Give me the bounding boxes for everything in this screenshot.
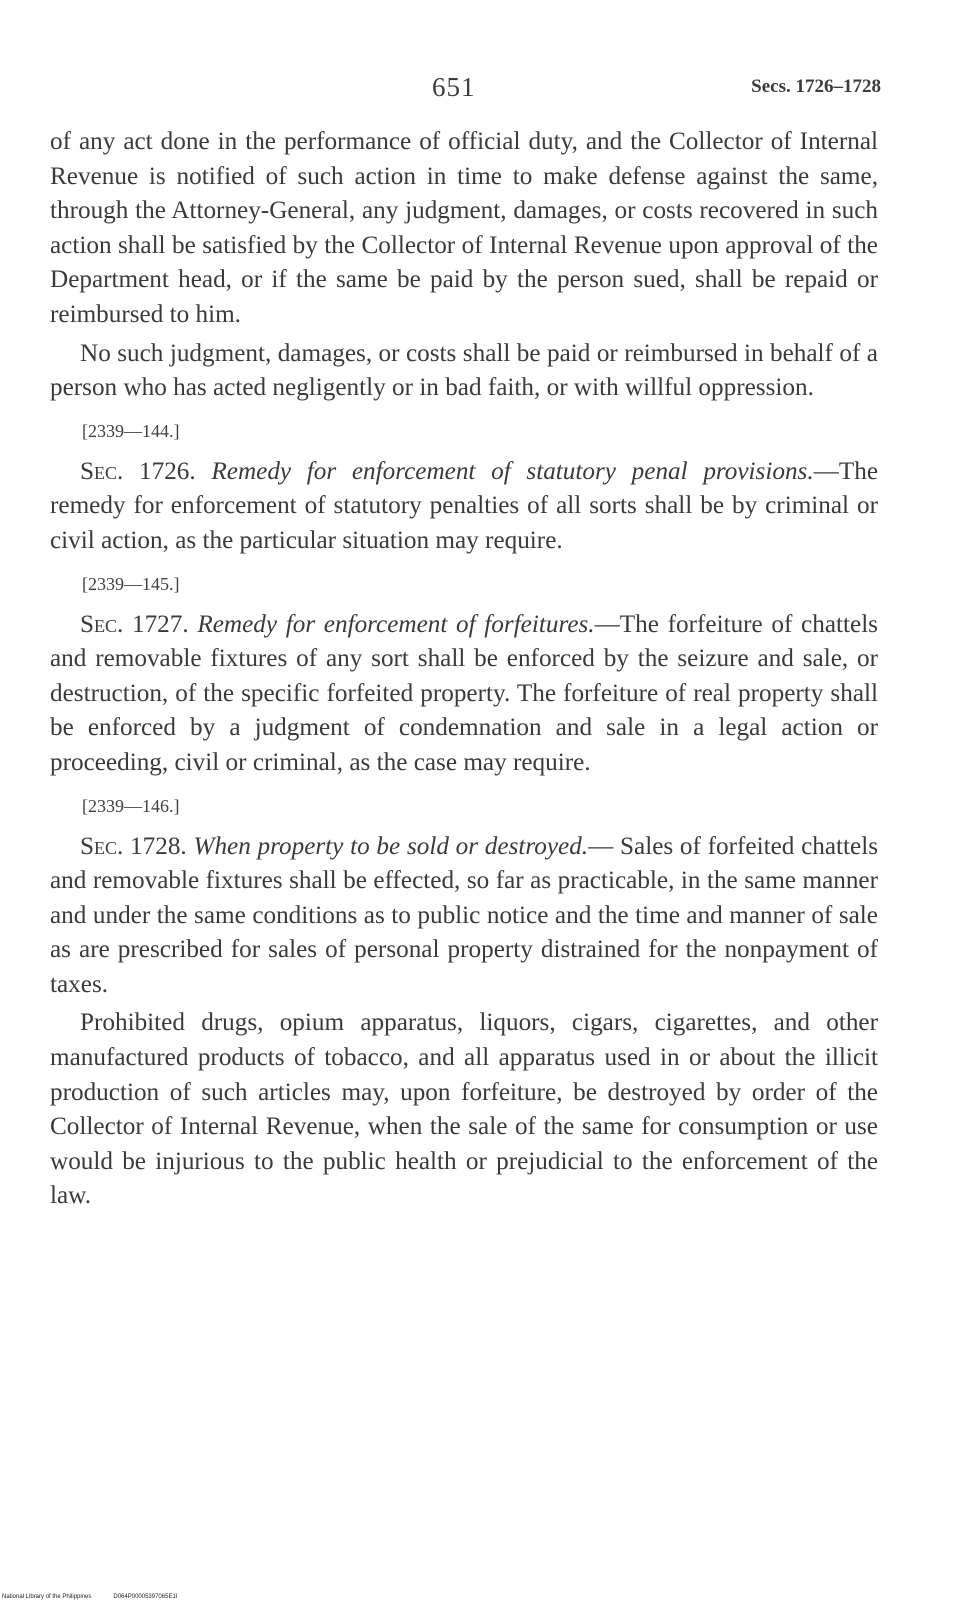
section-text: —The forfeiture of chattels and removable fixtures of any sort shall be enforced by the seizure and sale, or destruction, of the specific forfeited property. The forfeiture of real property shall be enforced by a judgment of condemnation and sale in a legal action or proceeding, civil or criminal, as the case may require. — [50, 610, 878, 776]
section-range: Secs. 1726–1728 — [751, 76, 881, 97]
section-catchline: Remedy for enforcement of statutory penal provisions. — [211, 457, 814, 485]
body-text — [50, 125, 878, 1214]
paragraph: No such judgment, damages, or costs shall be paid or reimbursed in behalf of a person who has acted negligently or in bad faith, or with willful oppression. — [50, 339, 878, 402]
section-text: — Sales of forfeited chattels and removable fixtures shall be effected, so far as practicable, in the same manner and under the same conditions as to public notice and the time and manner of sale as are prescribed for sales of personal property distrained for the nonpayment of taxes. — [50, 832, 879, 998]
section-number: Sec. 1728. — [80, 832, 187, 860]
section-number: Sec. 1726. — [80, 457, 196, 485]
section-catchline: When property to be sold or destroyed. — [193, 832, 589, 860]
section-number: Sec. 1727. — [80, 610, 189, 638]
scan-id: D064P00005397065E1I — [113, 1594, 178, 1600]
source-reference-1726: [2339—144.] — [82, 420, 180, 441]
section-catchline: Remedy for enforcement of forfeitures. — [197, 610, 595, 638]
section-text: —The remedy for enforcement of statutory penalties of all sorts shall be by criminal or civil action, as the particular situation may require. — [50, 457, 879, 554]
section-1728 — [50, 830, 878, 1003]
paragraph: Prohibited drugs, opium apparatus, liquors, cigars, cigarettes, and other manufactured products of tobacco, and all apparatus used in or about the illicit production of such articles may, upon forfeiture, be destroyed by order of the Collector of Internal Revenue, when the sale of the same for consumption or use would be injurious to the public health or prejudicial to the enforcement of the law. — [50, 1009, 878, 1210]
section-1726 — [50, 455, 878, 559]
source-reference-1728: [2339—146.] — [82, 795, 180, 816]
running-head — [0, 68, 963, 108]
source-reference-1727: [2339—145.] — [82, 573, 180, 594]
section-1727 — [50, 608, 878, 781]
library-credit: National Library of the Philippines — [2, 1594, 92, 1600]
page-number: 651 — [432, 72, 476, 102]
paragraph-continued: of any act done in the performance of official duty, and the Collector of Internal Revenue is notified of such action in time to make defense against the same, through the Attorney-General, any judgment, damages, or costs recovered in such action shall be satisfied by the Collector of Internal Revenue upon approval of the Department head, or if the same be paid by the person sued, shall be repaid or reimbursed to him. — [50, 128, 878, 328]
scan-footer — [2, 1594, 199, 1600]
